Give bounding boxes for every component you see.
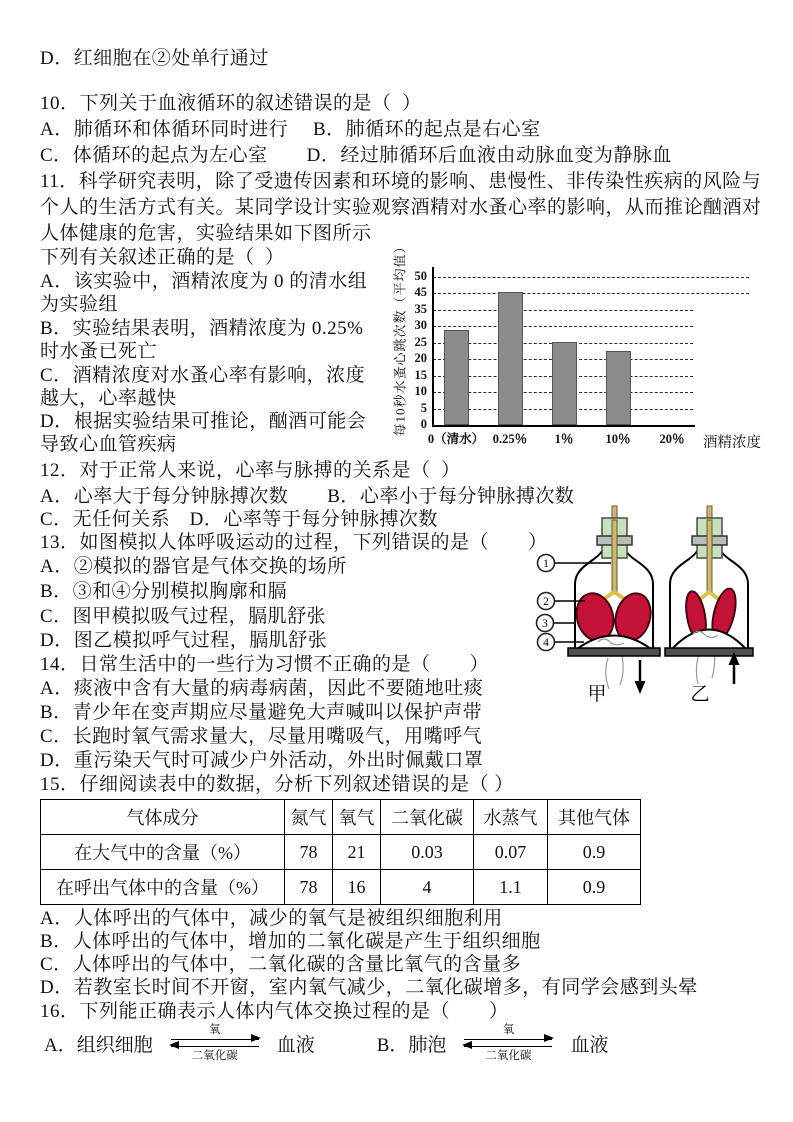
oxygen-label: 氧: [208, 1024, 221, 1036]
q16-option-b-left-term: B．肺泡: [376, 1034, 447, 1056]
question-12-stem: 12．对于正常人来说，心率与脉搏的关系是（ ）: [40, 460, 461, 481]
cell-atmosphere-label: 在大气中的含量（%）: [41, 835, 285, 870]
cell-exhaled-label: 在呼出气体中的含量（%）: [41, 870, 285, 905]
col-header-other: 其他气体: [548, 800, 641, 835]
gridline: [433, 326, 693, 327]
trachea-tube-right: [707, 520, 712, 594]
cell-value: 1.1: [474, 870, 548, 905]
x-axis-title: 酒精浓度: [703, 435, 761, 451]
gas-exchange-arrows-b: [460, 1024, 556, 1062]
question-11-stem-line2: 个人的生活方式有关。某同学设计实验观察酒精对水蚤心率的影响，从而推论酗酒对: [40, 197, 762, 218]
question-13-option-a: A．②模拟的器官是气体交换的场所: [40, 556, 347, 577]
callout-number-3: 3: [542, 618, 548, 630]
cell-value: 16: [333, 870, 381, 905]
y-tick-label: 0: [420, 417, 427, 431]
question-14-option-a: A．痰液中含有大量的病毒病菌，因此不要随地吐痰: [40, 678, 484, 699]
callout-number-4: 4: [543, 637, 549, 649]
x-axis-line: [432, 425, 695, 427]
question-16-stem: 16．下列能正确表示人体内气体交换过程的是（ ）: [40, 1001, 509, 1022]
x-tick-label: 10％: [605, 432, 631, 446]
cell-value: 21: [333, 835, 381, 870]
question-15-option-d: D．若教室长时间不开窗，室内氧气减少，二氧化碳增多，有同学会感到头晕: [40, 977, 698, 998]
bar: [606, 351, 631, 425]
question-11-option-d-line2: 导致心血管疾病: [40, 434, 177, 455]
y-tick-label: 5: [420, 400, 427, 415]
question-11-stem-line4: 下列有关叙述正确的是（ ）: [40, 247, 285, 268]
question-11-option-b-line2: 时水蚤已死亡: [40, 341, 158, 362]
table-row: [41, 835, 641, 870]
question-12-options-ab: A．心率大于每分钟脉搏次数 B．心率小于每分钟脉搏次数: [40, 486, 575, 507]
x-tick-label: 0.25％: [492, 432, 528, 446]
oxygen-label: 氧: [502, 1024, 515, 1036]
question-11-stem-line1: 11．科学研究表明，除了受遗传因素和环境的影响、患慢性、非传染性疾病的风险与: [40, 171, 762, 192]
question-13-option-b: B．③和④分别模拟胸廓和膈: [40, 581, 288, 602]
question-16-options: [44, 1024, 608, 1062]
question-13-stem: 13．如图模拟人体呼吸运动的过程，下列错误的是（ ）: [40, 532, 548, 553]
callout-number-1: 1: [543, 558, 549, 570]
cell-value: 78: [285, 870, 333, 905]
y-axis-line: [432, 267, 434, 425]
table-header-row: [41, 800, 641, 835]
question-15-option-b: B．人体呼出的气体中，增加的二氧化碳是产生于组织细胞: [40, 931, 541, 952]
y-tick-label: 50: [414, 269, 427, 283]
question-11-option-d-line1: D．根据实验结果可推论，酗酒可能会: [40, 411, 367, 432]
cell-value: 78: [285, 835, 333, 870]
y-tick-label: 25: [414, 334, 427, 349]
base-plate-left: [568, 648, 660, 656]
left-arrow-icon: [171, 1046, 259, 1047]
question-10-stem: 10．下列关于血液循环的叙述错误的是（ ）: [40, 93, 422, 114]
question-15-option-c: C．人体呼出的气体中，二氧化碳的含量比氧气的含量多: [40, 954, 522, 975]
gridline: [433, 293, 749, 294]
carbon-dioxide-label: 二氧化碳: [191, 1050, 238, 1062]
y-tick-label: 10: [414, 384, 427, 399]
table-row: [41, 870, 641, 905]
question-14-stem: 14．日常生活中的一些行为习惯不正确的是（ ）: [40, 654, 490, 675]
cell-value: 0.9: [548, 870, 641, 905]
gridline: [433, 277, 749, 278]
q16-option-a-left-term: A．组织细胞: [44, 1034, 153, 1056]
question-14-option-b: B．青少年在变声期应尽量避免大声喊叫以保护声带: [40, 702, 483, 723]
question-15-stem: 15．仔细阅读表中的数据，分析下列叙述错误的是（ ）: [40, 774, 514, 795]
gridline: [433, 310, 693, 311]
col-header-oxygen: 氧气: [333, 800, 381, 835]
right-arrow-icon: [171, 1039, 259, 1040]
bar: [498, 292, 523, 425]
trachea-tube-left: [612, 520, 617, 594]
jar-right-label: 乙: [690, 684, 710, 705]
x-tick-label: 1％: [554, 432, 574, 446]
breathing-model-diagram: [528, 500, 793, 705]
question-13-option-d: D．图乙模拟呼气过程，膈肌舒张: [40, 630, 328, 651]
x-tick-label: 20％: [659, 432, 685, 446]
q16-option-b-right-term: 血液: [570, 1034, 609, 1056]
heart-rate-bar-chart: [385, 228, 790, 463]
y-tick-label: 45: [414, 285, 427, 300]
carbon-dioxide-label: 二氧化碳: [485, 1050, 532, 1062]
jar-left-label: 甲: [587, 684, 607, 705]
cell-value: 0.07: [474, 835, 548, 870]
col-header-gas: 气体成分: [41, 800, 285, 835]
cell-value: 0.9: [548, 835, 641, 870]
right-arrow-icon: [464, 1039, 552, 1040]
y-tick-label: 30: [414, 318, 427, 333]
col-header-nitrogen: 氮气: [285, 800, 333, 835]
question-11-option-a-line1: A．该实验中，酒精浓度为 0 的清水组: [40, 271, 368, 292]
question-12-options-cd: C．无任何关系 D．心率等于每分钟脉搏次数: [40, 509, 438, 530]
y-tick-label: 15: [414, 367, 427, 382]
question-11-stem-line3: 人体健康的危害，实验结果如下图所示: [40, 223, 372, 244]
pull-down-arrowhead: [635, 681, 646, 694]
callout-number-2: 2: [543, 596, 549, 608]
question-10-options-cd: C．体循环的起点为左心室 D．经过肺循环后血液由动脉血变为静脉血: [40, 145, 672, 166]
question-15-option-a: A．人体呼出的气体中，减少的氧气是被组织细胞利用: [40, 908, 503, 929]
gas-composition-table: [40, 799, 641, 905]
question-11-option-a-line2: 为实验组: [40, 294, 119, 315]
bar: [552, 342, 577, 425]
cell-value: 0.03: [381, 835, 474, 870]
base-plate-right: [665, 648, 753, 656]
question-9-option-d: D．红细胞在②处单行通过: [40, 48, 269, 69]
cell-value: 4: [381, 870, 474, 905]
question-11-option-b-line1: B．实验结果表明，酒精浓度为 0.25%: [40, 318, 364, 339]
y-tick-label: 35: [414, 301, 427, 316]
left-arrow-icon: [464, 1046, 552, 1047]
question-13-option-c: C．图甲模拟吸气过程，膈肌舒张: [40, 606, 327, 627]
question-11-option-c-line2: 越大，心率越快: [40, 388, 177, 409]
x-tick-label: 0（清水）: [427, 432, 485, 446]
chart-y-axis-label: 每10秒水蚤心跳次数（平均值）: [392, 239, 408, 437]
bar: [444, 330, 469, 425]
y-tick-label: 20: [414, 351, 427, 366]
question-14-option-d: D．重污染天气时可减少户外活动，外出时佩戴口罩: [40, 750, 484, 771]
gas-exchange-arrows-a: [167, 1024, 263, 1062]
question-14-option-c: C．长跑时氧气需求量大，尽量用嘴吸气，用嘴呼气: [40, 726, 483, 747]
q16-option-a-right-term: 血液: [276, 1034, 315, 1056]
col-header-vapor: 水蒸气: [474, 800, 548, 835]
question-10-options-ab: A．肺循环和体循环同时进行 B．肺循环的起点是右心室: [40, 119, 541, 140]
question-11-option-c-line1: C．酒精浓度对水蚤心率有影响，浓度: [40, 365, 366, 386]
col-header-co2: 二氧化碳: [381, 800, 474, 835]
